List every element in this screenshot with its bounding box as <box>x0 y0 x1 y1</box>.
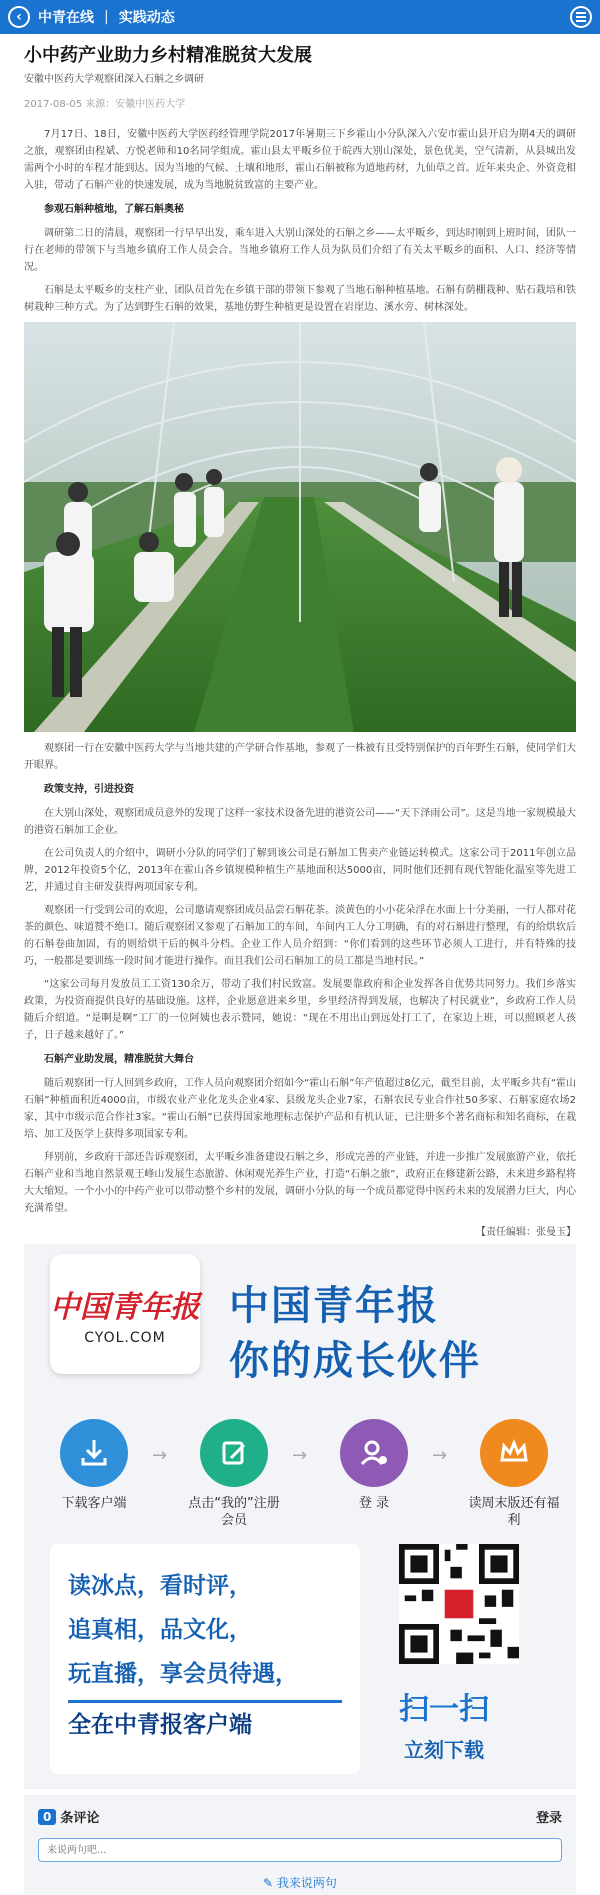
article-subtitle: 安徽中医药大学观察团深入石斛之乡调研 <box>24 74 204 85</box>
paragraph: 拜别前，乡政府干部还告诉观察团，太平畈乡准备建设石斛之乡，形成完善的产业链，并进一步推广发展旅游产业，依托石斛产业和当地自然景观王峰山发展生态旅游、休闲观光养生产业，打造“石斛之旅”，政府正在修建新公路，未来进乡路程将大大缩短。一个小小的中药产业可以带动整个乡村的发展，调研小分队的每一个成员都觉得中医药未来的发展潜力巨大，内心充满希望。 <box>24 1152 576 1214</box>
pencil-icon: ✎ <box>263 1876 277 1890</box>
step-download: 下载客户端 <box>44 1419 144 1512</box>
cyol-app-ad-banner[interactable] <box>24 1244 576 1789</box>
section-heading: 参观石斛种植地，了解石斛奥秘 <box>44 204 184 215</box>
article-title: 小中药产业助力乡村精准脱贫大发展 <box>24 45 312 66</box>
paragraph: 在大别山深处，观察团成员意外的发现了这样一家技术设备先进的港资公司——“天下泽雨公司”。这是当地一家规模最大的港资石斛加工企业。 <box>24 808 576 836</box>
scan-text: 扫一扫 <box>399 1692 489 1727</box>
photo-caption: 观察团一行在安徽中医药大学与当地共建的产学研合作基地，参观了一株被有且受特别保护的百年野生石斛，使同学们大开眼界。 <box>24 743 576 771</box>
ad-feature-card: 读冰点，看时评， 追真相，品文化， 玩直播，享会员待遇， 全在中青报客户端 <box>50 1544 360 1774</box>
section-heading: 石斛产业助发展，精准脱贫大舞台 <box>44 1054 194 1065</box>
section-heading: 政策支持，引进投资 <box>44 784 134 795</box>
comments-header <box>38 1807 562 1826</box>
greenhouse-photo <box>24 322 576 732</box>
paragraph: “这家公司每月发放员工工资130余万，带动了我们村民致富。发展要靠政府和企业发挥各自优势共同努力。我们乡落实政策，为投资商提供良好的基础设施。这样，企业愿意进来乡里，乡里经济得到发展，也解决了村民就业”，乡政府工作人员随后介绍道。“是啊是啊”工厂的一位阿姨也表示赞同，她说：“现在不用出山到远处打工了，在家边上班，可以照顾老人孩子，日子越来越好了。” <box>24 979 576 1041</box>
arrow-right-icon: → <box>292 1445 308 1466</box>
arrow-right-icon: → <box>152 1445 168 1466</box>
back-button[interactable] <box>8 6 30 28</box>
paragraph: 观察团一行受到公司的欢迎，公司邀请观察团成员品尝石斛花茶。淡黄色的小小花朵浮在水面上十分美丽，一行人都对花茶的颜色、味道赞不绝口。随后观察团又参观了石斛加工的车间，车间内工人分工明确，有的对石斛进行整理，有的给烘软后的石斛卷曲加固，有的则给烘干后的枫斗分档。企业工作人员介绍到：“你们看到的这些环节必须人工进行，并有特殊的技巧，一般都是要训练一段时间才能进行操作。而且我们公司石斛加工的员工都是当地村民。” <box>24 905 576 967</box>
chevron-left-icon: ‹ <box>16 9 22 25</box>
comment-count-label: 条评论 <box>60 1811 100 1826</box>
separator: | <box>104 9 109 25</box>
comments-section <box>24 1795 576 1895</box>
arrow-right-icon: → <box>432 1445 448 1466</box>
login-link[interactable]: 登录 <box>535 1811 562 1826</box>
step-login: 登 录 <box>324 1419 424 1512</box>
menu-icon <box>576 12 586 14</box>
comment-count-badge: 0 <box>38 1809 56 1825</box>
step-weekend: 读周末版还有福利 <box>464 1419 564 1529</box>
edit-icon <box>200 1419 268 1487</box>
site-brand[interactable]: 中青在线 <box>38 10 94 26</box>
cyol-logo: 中国青年报 CYOL.COM <box>50 1254 200 1374</box>
section-title[interactable]: 实践动态 <box>118 10 175 26</box>
ad-slogan-1: 中国青年报 <box>229 1283 439 1329</box>
user-icon <box>340 1419 408 1487</box>
crown-icon <box>480 1419 548 1487</box>
paragraph: 石斛是太平畈乡的支柱产业，团队员首先在乡镇干部的带领下参观了当地石斛种植基地。石斛有荫棚栽种、贴石栽培和铁树栽种三种方式。为了达到野生石斛的效果，基地仿野生种植更是设置在岩崖边、溪水旁、树林深处。 <box>24 285 576 313</box>
comment-input[interactable] <box>38 1838 562 1862</box>
write-comment-button[interactable]: ✎ 我来说两句 <box>263 1876 337 1890</box>
article <box>0 34 600 1895</box>
paragraph: 7月17日、18日，安徽中医药大学医药经管理学院2017年暑期三下乡霍山小分队深入六安市霍山县开启为期4天的调研之旅，观察团由程斌、方悦老师和10名同学组成。霍山县太平畈乡位于皖西大别山深处，景色优美，空气清新，从县城出发需两个小时的车程才能到达。因为当地的气候、土壤和地形，霍山石斛被称为道地药材，九仙草之首。近年来央企、外资竞相入驻，带动了石斛产业的快速发展，成为当地脱贫致富的主要产业。 <box>24 129 576 191</box>
qr-code-icon[interactable] <box>399 1544 519 1664</box>
menu-button[interactable] <box>570 6 592 28</box>
download-now-text[interactable]: 立刻下载 <box>404 1738 484 1762</box>
paragraph: 随后观察团一行人回到乡政府，工作人员向观察团介绍如今“霍山石斛”年产值超过8亿元，截至目前，太平畈乡共有“霍山石斛”种植面积近4000亩，市级农业产业化龙头企业4家、县级龙头企业7家，石斛农民专业合作社50多家、石斛家庭农场2家，其中市级示范合作社3家。“霍山石斛”已获得国家地理标志保护产品和有机认证，已注册多个著名商标和知名商标，在栽培、加工及医学上获得多项国家专利。 <box>24 1078 576 1140</box>
paragraph: 在公司负责人的介绍中，调研小分队的同学们了解到该公司是石斛加工售卖产业链运转模式。这家公司于2011年创立品牌，2012年投资5个亿，2013年在霍山各乡镇规模种植生产基地面积达5000亩，同时他们还拥有现代智能化温室等先进工艺，并通过自主研发获得两项国家专利。 <box>24 848 576 893</box>
ad-steps <box>44 1419 564 1529</box>
ad-slogan-2: 你的成长伙伴 <box>229 1338 481 1384</box>
responsible-editor: 【责任编辑：张曼玉】 <box>476 1227 576 1238</box>
top-navigation-bar <box>0 0 600 34</box>
download-icon <box>60 1419 128 1487</box>
paragraph: 调研第二日的清晨，观察团一行早早出发，乘车进入大别山深处的石斛之乡——太平畈乡，到达时刚到上班时间，团队一行在老师的带领下与当地乡镇府工作人员会合。当地乡镇府工作人员为队员们介绍了有关太平畈乡的面积、人口、经济等情况。 <box>24 228 576 273</box>
step-register: 点击“我的”注册会员 <box>184 1419 284 1529</box>
article-meta: 2017-08-05 来源：安徽中医药大学 <box>24 99 186 110</box>
